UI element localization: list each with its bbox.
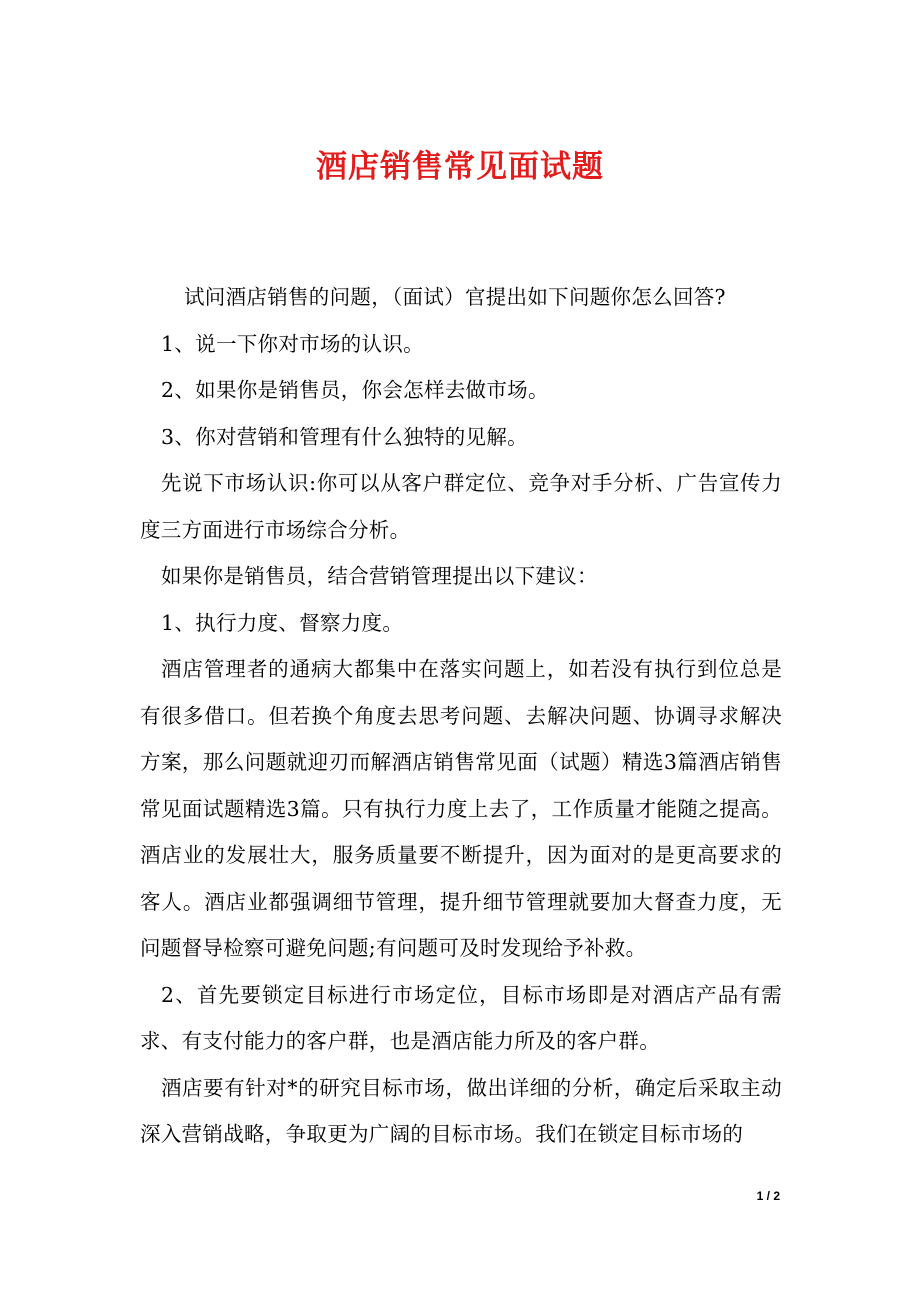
document-title: 酒店销售常见面试题: [316, 149, 604, 185]
paragraph-salesperson-advice: 如果你是销售员，结合营销管理提出以下建议：: [161, 564, 598, 588]
paragraph-point-1-heading: 1、执行力度、督察力度。: [161, 610, 404, 635]
paragraph-point-2: 2、首先要锁定目标进行市场定位，目标市场即是对酒店产品有需求、有支付能力的客户群，也是酒店能力所及的客户群。: [140, 982, 782, 1053]
document-body: [140, 274, 782, 1158]
paragraph-question-1: 1、说一下你对市场的认识。: [161, 331, 424, 356]
paragraph-question-2: 2、如果你是销售员，你会怎样去做市场。: [161, 378, 549, 402]
page-number: 1 / 2: [756, 1189, 780, 1203]
paragraph-intro: 试问酒店销售的问题，（面试）官提出如下问题你怎么回答?: [184, 285, 726, 309]
paragraph-market-awareness: 先说下市场认识:你可以从客户群定位、竞争对手分析、广告宣传力度三方面进行市场综合分析。: [140, 471, 782, 542]
paragraph-target-market: 酒店要有针对*的研究目标市场，做出详细的分析，确定后采取主动深入营销战略，争取更为广阔的目标市场。我们在锁定目标市场的: [140, 1075, 782, 1146]
paragraph-question-3: 3、你对营销和管理有什么独特的见解。: [161, 424, 528, 449]
paragraph-execution-detail: 酒店管理者的通病大都集中在落实问题上，如若没有执行到位总是有很多借口。但若换个角度去思考问题、去解决问题、协调寻求解决方案，那么问题就迎刃而解酒店销售常见面（试题）精选3篇酒店销售常见面试题精选3篇。只有执行力度上去了，工作质量才能随之提高。酒店业的发展壮大，服务质量要不断提升，因为面对的是更高要求的客人。酒店业都强调细节管理，提升细节管理就要加大督查力度，无问题督导检察可避免问题;有问题可及时发现给予补救。: [140, 657, 782, 960]
